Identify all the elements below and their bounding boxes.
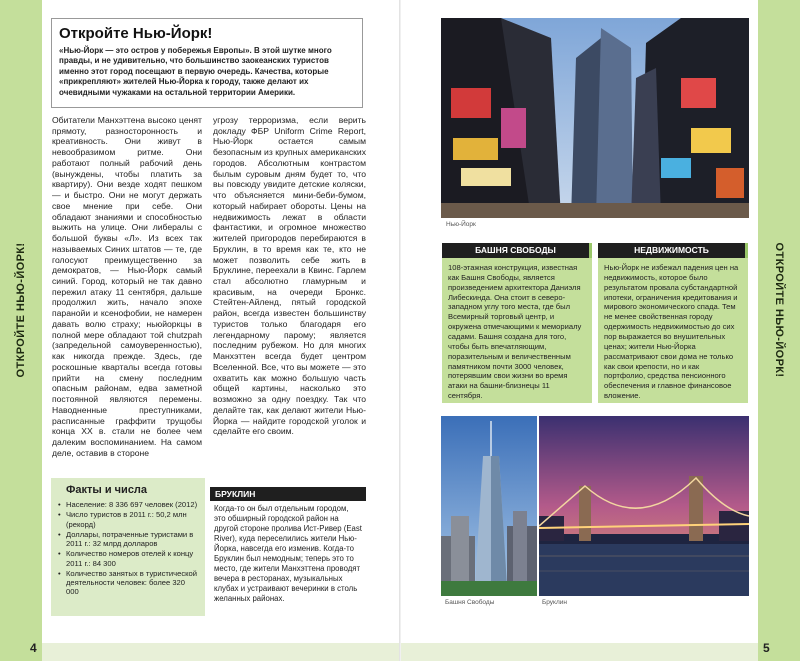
real-estate-box bbox=[598, 243, 748, 403]
fact-item: • Число туристов в 2011 г.: 50,2 млн (рекорд) bbox=[58, 510, 198, 529]
left-page-number: 4 bbox=[30, 641, 37, 655]
right-page-number: 5 bbox=[763, 641, 770, 655]
facts-list bbox=[58, 500, 198, 597]
fact-item: • Доллары, потраченные туристами в 2011 г.: 32 млрд долларов bbox=[58, 530, 198, 549]
left-side-title: ОТКРОЙТЕ НЬЮ-ЙОРК! bbox=[15, 242, 27, 378]
brooklyn-text: Когда-то он был отдельным городом, это обширный городской район на другой стороне пролива Ист-Ривер (East River), куда переселились жители Нью-Йорка, навсегда его изменив. Когда-то Бруклин был немодным; теперь это то место, где жители Манхэттена проводят вечера в ресторанах, музыкальных клубах и устраивают вечеринки в столь желанных районах. bbox=[214, 504, 362, 603]
caption-freedom-tower: Башня Свободы bbox=[445, 599, 495, 606]
freedom-tower-title: БАШНЯ СВОБОДЫ bbox=[442, 243, 592, 258]
freedom-tower-photo bbox=[441, 416, 537, 596]
freedom-tower-box bbox=[442, 243, 592, 403]
body-column-2: угрозу терроризма, если верить докладу ФБР Uniform Crime Report, Нью-Йорк остается самым безопасным из крупных американских городов. Абсолютным контрастом былым суровым дням будет то, что вы повсюду увидите детские коляски, что объясняется мини-беби-бумом, который набирает обороты. Цены на недвижимость лежат в области фантастики, и огромное множество жителей пригородов перебираются в Бруклин, в то время как те, кто не может позволить себе жить в Бруклине, переехали в Квинс. Гарлем стал абсолютно гламурным и красивым, на очереди Бронкс. Стейтен-Айленд, пятый городской район, всегда известен большинству туристов только благодаря его легендарному парому; является последним рубежом. Но для многих Манхэттен всегда будет центром Вселенной. Все, что вы можете — это охватить как можно большую часть общей картины, насколько это возможно за одну поездку. Так что делайте так, как делают жители Нью-Йорка — найдите городской уголок и сделайте его своим. bbox=[213, 115, 366, 437]
times-square-photo bbox=[441, 18, 749, 218]
freedom-tower-text: 108-этажная конструкция, известная как Башня Свободы, является произведением архитектора Даниэля Либескинда. Она стоит в северо-западном углу того места, где был Всемирный торговый центр, и окружена отмечающими к мемориалу садами. Башня создана для того, чтобы быть впечатляющим, поразительным и величественным памятником почти 3000 человек, потерявшим свои жизни во время атаки на башни-близнецы 11 сентября. bbox=[442, 258, 592, 403]
left-footer-band bbox=[42, 643, 400, 661]
fact-item: • Количество номеров отелей к концу 2011 г.: 84 300 bbox=[58, 549, 198, 568]
facts-title: Факты и числа bbox=[66, 484, 148, 496]
fact-item: • Количество занятых в туристической деятельности человек: более 320 000 bbox=[58, 569, 198, 597]
brooklyn-title: БРУКЛИН bbox=[210, 487, 366, 501]
real-estate-title: НЕДВИЖИМОСТЬ bbox=[598, 243, 748, 258]
page-title: Откройте Нью-Йорк! bbox=[59, 25, 213, 42]
caption-brooklyn: Бруклин bbox=[542, 599, 567, 606]
right-footer-band bbox=[400, 643, 758, 661]
caption-new-york: Нью-Йорк bbox=[446, 221, 476, 228]
brooklyn-box bbox=[210, 487, 366, 613]
lead-box bbox=[51, 18, 363, 108]
fact-item: • Население: 8 336 697 человек (2012) bbox=[58, 500, 198, 509]
lead-paragraph: «Нью-Йорк — это остров у побережья Европы». В этой шутке много правды, и не удивительно, что большинство заокеанских туристов именно этот город посещают в первую очередь. Качества, которые «прикрепляют» жителей Нью-Йорка к городу, также делают их очевидными чужаками на остальной территории Америки. bbox=[59, 46, 332, 97]
facts-box bbox=[51, 478, 205, 616]
real-estate-text: Нью-Йорк не избежал падения цен на недвижимость, которое было результатом провала субстандартной ипотеки, ограничения кредитования и мирового экономического спада. Тем не менее свойственная городу одержимость недвижимостью до сих пор выражается во внушительных ценах; жители Нью-Йорка рассматривают свои дома не только как свои крепости, но и как портфолио, средства пенсионного обеспечения и главное финансовое вложение. bbox=[598, 258, 748, 403]
body-column-1: Обитатели Манхэттена высоко ценят прямоту, разносторонность и креативность. Они живут в невообразимом ритме. Они работают полный рабочий день (вынуждены, чтобы платить за квартиру). Они везде ходят пешком — и быстро. Они не могут держать свое мнение при себе. Они обладают знаниями и способностью выжить на улице. Они либералы с большой буквы «Л». Из всех так называемых Синих штатов — те, где голосуют преимущественно за демократов, — Нью-Йорк самый синий. Город, который не так давно пережил атаку 11 сентября, дальше продолжил жить, начало эпохе паранойи и ксенофобии, не намерен давать волю страху; ньюйоркцы в полной мере обладают той chutzpah (запредельной самоуверенностью), как никогда прежде. Здесь, где роскошные кварталы всегда готовы прийти на смену последним опасным районам, едва заметной постоянной являются перемены. Наводненные преступниками, расписанные граффити трущобы конца XX в. стали не более чем далеким воспоминанием. На самом деле, оставив в стороне bbox=[52, 115, 202, 458]
brooklyn-bridge-photo bbox=[539, 416, 749, 596]
right-side-title: ОТКРОЙТЕ НЬЮ-ЙОРК! bbox=[773, 242, 785, 378]
book-spine bbox=[399, 0, 401, 661]
